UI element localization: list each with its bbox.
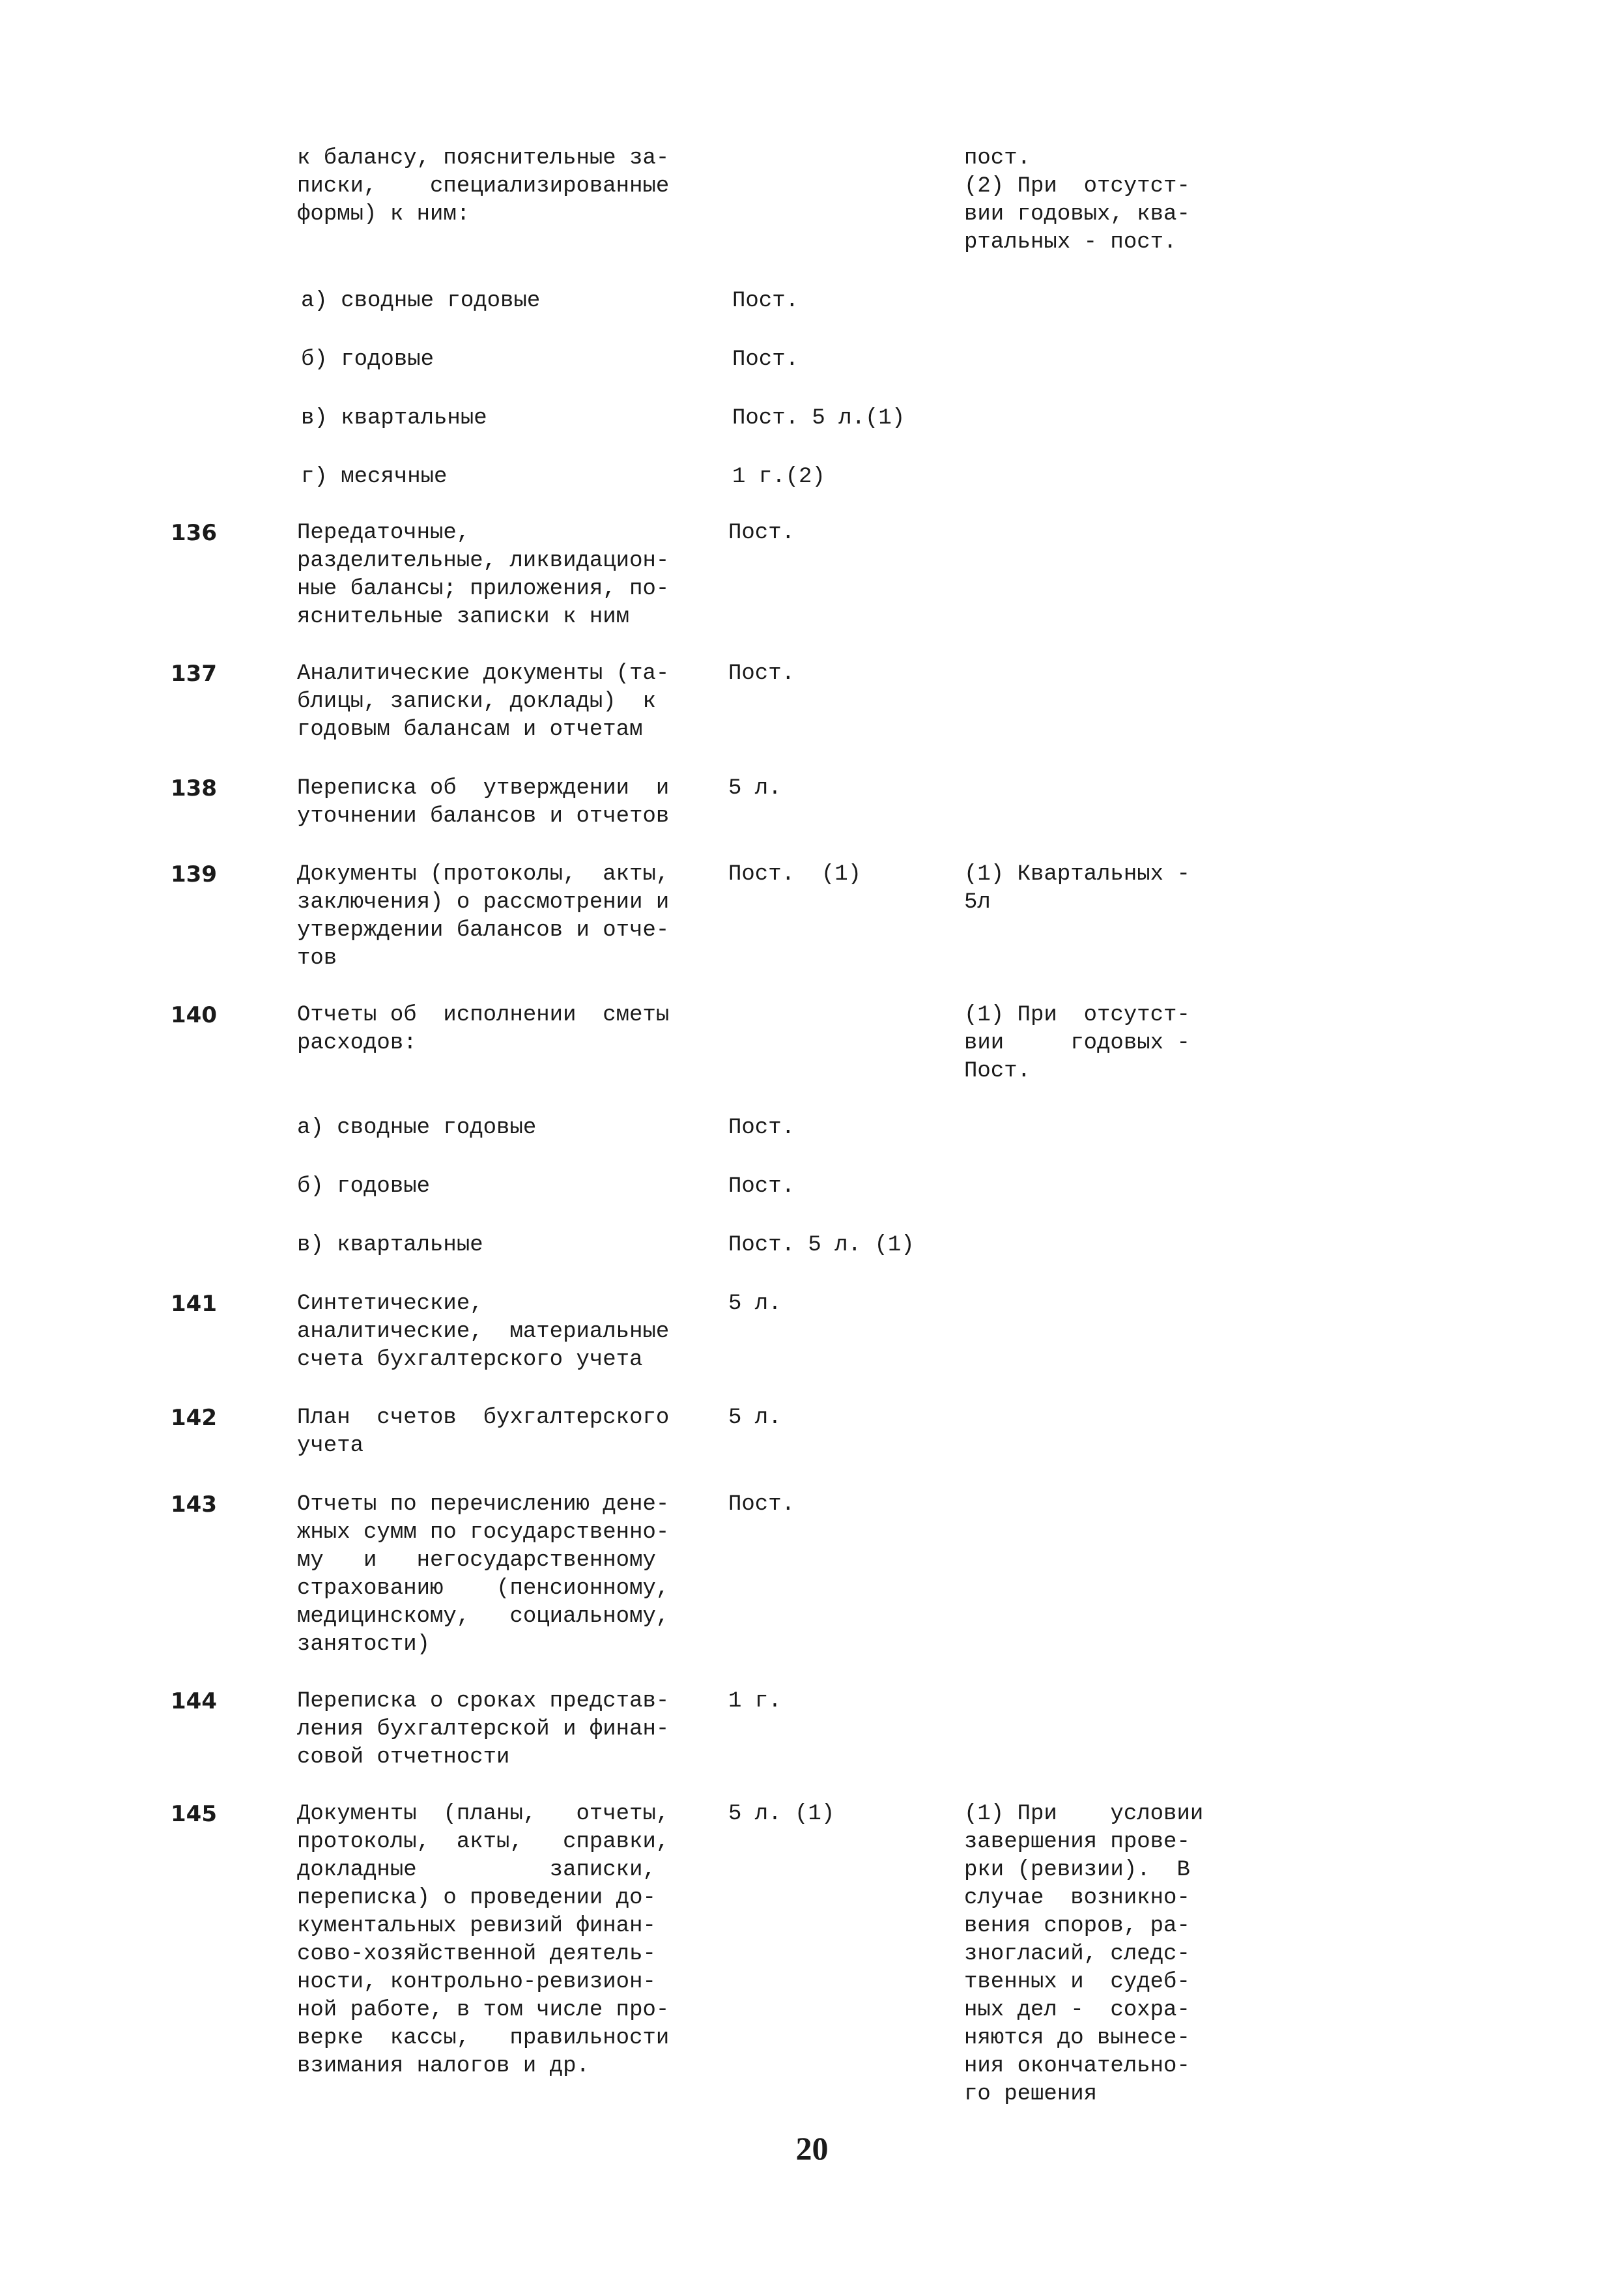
item-135-sub-d-term: 1 г.(2) xyxy=(732,465,825,489)
page-number: 20 xyxy=(795,2130,829,2167)
item-description: Переписка о сроках представ- ления бухгалтерской и финан- совой отчетности xyxy=(297,1689,670,1770)
item-description: Документы (протоколы, акты, заключения) о рассмотрении и утверждении балансов и отче- тов xyxy=(297,862,670,971)
item-number: 136 xyxy=(171,520,217,546)
item-135-sub-b-term: Пост. xyxy=(732,347,799,372)
item-135-description-continued: к балансу, пояснительные за- писки, специализированные формы) к ним: xyxy=(297,146,670,227)
item-description: Синтетические, аналитические, материальные счета бухгалтерского учета xyxy=(297,1291,670,1372)
item-140-sub-c-term: Пост. 5 л. (1) xyxy=(728,1233,915,1258)
item-number: 138 xyxy=(171,775,217,801)
item-retention-term: 5 л. xyxy=(728,1405,782,1430)
item-description: Передаточные, разделительные, ликвидацион- ные балансы; приложения, по- яснительные записки к ним xyxy=(297,521,670,629)
item-135-sub-c-term: Пост. 5 л.(1) xyxy=(732,406,905,431)
item-number: 141 xyxy=(171,1291,217,1317)
item-135-sub-a-desc: а) сводные годовые xyxy=(301,289,541,313)
item-135-sub-b-desc: б) годовые xyxy=(301,347,434,372)
item-note: (1) При условии завершения прове- рки (ревизии). В случае возникно- вения споров, ра- зногласий, следс- твенных и судеб- ных дел - сохра- няются до вынесе- ния окончательно- го решения xyxy=(964,1802,1204,2107)
item-140-sub-b-desc: б) годовые xyxy=(297,1174,431,1199)
item-retention-term: Пост. (1) xyxy=(728,862,862,887)
item-number: 143 xyxy=(171,1491,217,1518)
item-number: 139 xyxy=(171,861,217,887)
item-note: (1) Квартальных - 5л xyxy=(964,862,1190,915)
item-number: 145 xyxy=(171,1801,217,1827)
item-description: Отчеты об исполнении сметы расходов: xyxy=(297,1003,670,1056)
item-retention-term: 5 л. xyxy=(728,1291,782,1316)
item-number: 144 xyxy=(171,1688,217,1714)
item-description: Документы (планы, отчеты, протоколы, акты, справки, докладные записки, переписка) о проведении до- кументальных ревизий финан- сово-хозяйственной деятель- ности, контрольно-ревизион- ной работе, в том числе про- верке кассы, правильности взимания налогов и др. xyxy=(297,1802,670,2079)
item-description: Аналитические документы (та- блицы, записки, доклады) к годовым балансам и отчетам xyxy=(297,661,670,742)
item-retention-term: 1 г. xyxy=(728,1689,782,1714)
item-retention-term: Пост. xyxy=(728,1492,795,1517)
item-retention-term: Пост. xyxy=(728,521,795,545)
item-135-sub-a-term: Пост. xyxy=(732,289,799,313)
item-140-sub-a-desc: а) сводные годовые xyxy=(297,1116,537,1140)
item-retention-term: 5 л. (1) xyxy=(728,1802,835,1826)
item-description: Переписка об утверждении и уточнении балансов и отчетов xyxy=(297,776,670,829)
item-140-sub-a-term: Пост. xyxy=(728,1116,795,1140)
item-135-sub-d-desc: г) месячные xyxy=(301,465,448,489)
item-number: 137 xyxy=(171,661,217,687)
item-description: Отчеты по перечислению дене- жных сумм по государственно- му и негосударственному страхованию (пенсионному, медицинскому, социальному, занятости) xyxy=(297,1492,670,1657)
item-number: 142 xyxy=(171,1405,217,1431)
item-retention-term: 5 л. xyxy=(728,776,782,801)
item-note: (1) При отсутст- вии годовых - Пост. xyxy=(964,1003,1190,1084)
item-retention-term: Пост. xyxy=(728,661,795,686)
item-140-sub-c-desc: в) квартальные xyxy=(297,1233,483,1258)
item-140-sub-b-term: Пост. xyxy=(728,1174,795,1199)
item-description: План счетов бухгалтерского учета xyxy=(297,1405,670,1458)
item-135-sub-c-desc: в) квартальные xyxy=(301,406,487,431)
item-number: 140 xyxy=(171,1002,217,1028)
item-135-note-continued: пост. (2) При отсутст- вии годовых, ква- ртальных - пост. xyxy=(964,146,1190,255)
